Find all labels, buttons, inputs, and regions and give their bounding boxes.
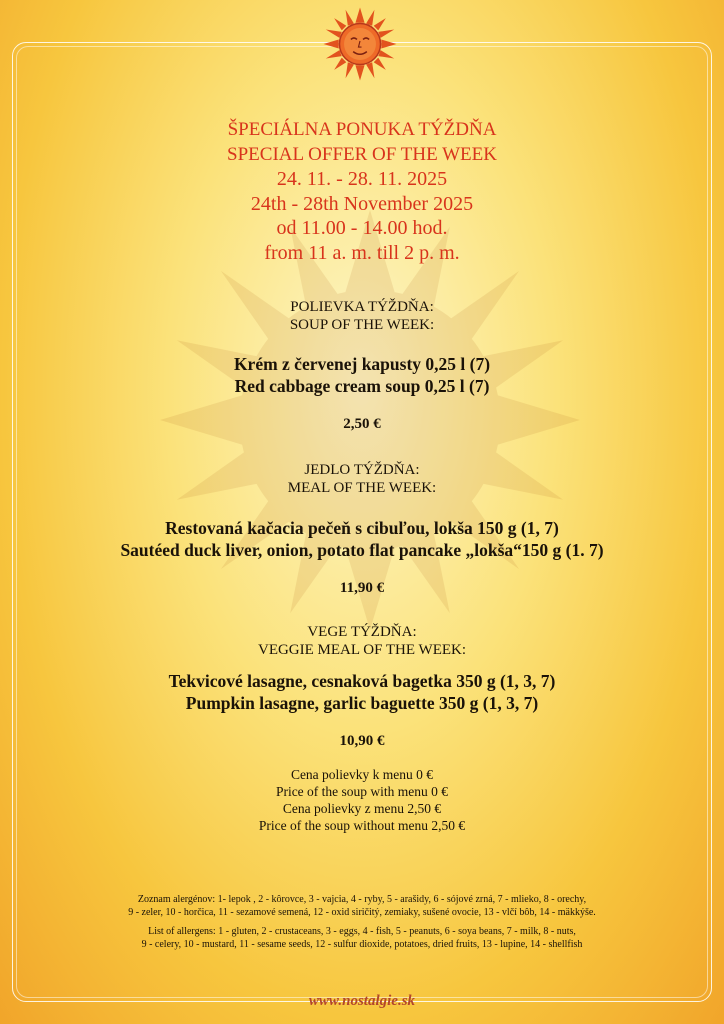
soup-title-en: SOUP OF THE WEEK: [289, 317, 435, 333]
time-sk: od 11.00 - 14.00 hod. [276, 217, 448, 239]
allergens-sk-line1: Zoznam alergénov: 1- lepok , 2 - kôrovce, 3 - vajcia, 4 - ryby, 5 - arašidy, 6 - sójové zrná, 7 - mlieko, 8 - orechy, [137, 894, 587, 905]
veggie-title-en: VEGGIE MEAL OF THE WEEK: [257, 642, 467, 658]
soup-dish-en: Red cabbage cream soup 0,25 l (7) [234, 376, 490, 396]
date-sk: 24. 11. - 28. 11. 2025 [276, 168, 448, 190]
time-en: from 11 a. m. till 2 p. m. [264, 241, 460, 264]
allergens-en [0, 925, 724, 951]
allergens-en-line1: List of allergens: 1 - gluten, 2 - crustaceans, 3 - eggs, 4 - fish, 5 - peanuts, 6 - soya beans, 7 - milk, 8 - nuts, [148, 926, 576, 937]
soup-price: 2,50 € [343, 416, 381, 432]
veggie-title-sk: VEGE TÝŽDŇA: [307, 624, 417, 640]
soup-section-title [0, 298, 724, 334]
meal-section-title [0, 461, 724, 497]
allergens-sk-line2: 9 - zeler, 10 - horčica, 11 - sezamové semená, 12 - oxid siričitý, zemiaky, sušené ovocie, 13 - vlčí bôb, 14 - mäkkýše. [128, 907, 596, 918]
soup-note: Cena polievky k menu 0 € [290, 767, 434, 782]
meal-dish-en: Sautéed duck liver, onion, potato flat pancake „lokša“150 g (1. 7) [120, 540, 604, 560]
soup-price-notes [0, 766, 724, 834]
meal-title-sk: JEDLO TÝŽDŇA: [304, 462, 420, 478]
soup-dish [0, 353, 724, 397]
title-sk: ŠPECIÁLNA PONUKA TÝŽDŇA [227, 119, 497, 140]
allergens-sk [0, 893, 724, 919]
veggie-price: 10,90 € [339, 733, 385, 749]
meal-dish [0, 517, 724, 561]
meal-dish-sk: Restovaná kačacia pečeň s cibuľou, lokša 150 g (1, 7) [165, 518, 559, 538]
header [0, 118, 724, 265]
meal-title-en: MEAL OF THE WEEK: [287, 480, 437, 496]
date-en: 24th - 28th November 2025 [250, 192, 474, 215]
soup-note: Price of the soup with menu 0 € [275, 784, 449, 799]
soup-dish-sk: Krém z červenej kapusty 0,25 l (7) [233, 354, 491, 374]
veggie-dish-en: Pumpkin lasagne, garlic baguette 350 g (1, 3, 7) [185, 693, 539, 713]
meal-price: 11,90 € [339, 580, 385, 596]
veggie-dish-sk: Tekvicové lasagne, cesnaková bagetka 350 g (1, 3, 7) [168, 671, 556, 691]
allergens-en-line2: 9 - celery, 10 - mustard, 11 - sesame seeds, 12 - sulfur dioxide, potatoes, dried fruits, 13 - lupine, 14 - shellfish [141, 939, 583, 950]
soup-note: Price of the soup without menu 2,50 € [258, 818, 466, 833]
soup-note: Cena polievky z menu 2,50 € [282, 801, 442, 816]
sun-face-icon [322, 6, 398, 82]
veggie-section-title [0, 623, 724, 659]
website-link[interactable]: www.nostalgie.sk [308, 993, 416, 1009]
soup-title-sk: POLIEVKA TÝŽDŇA: [290, 299, 434, 315]
title-en: SPECIAL OFFER OF THE WEEK [227, 143, 497, 165]
veggie-dish [0, 670, 724, 714]
